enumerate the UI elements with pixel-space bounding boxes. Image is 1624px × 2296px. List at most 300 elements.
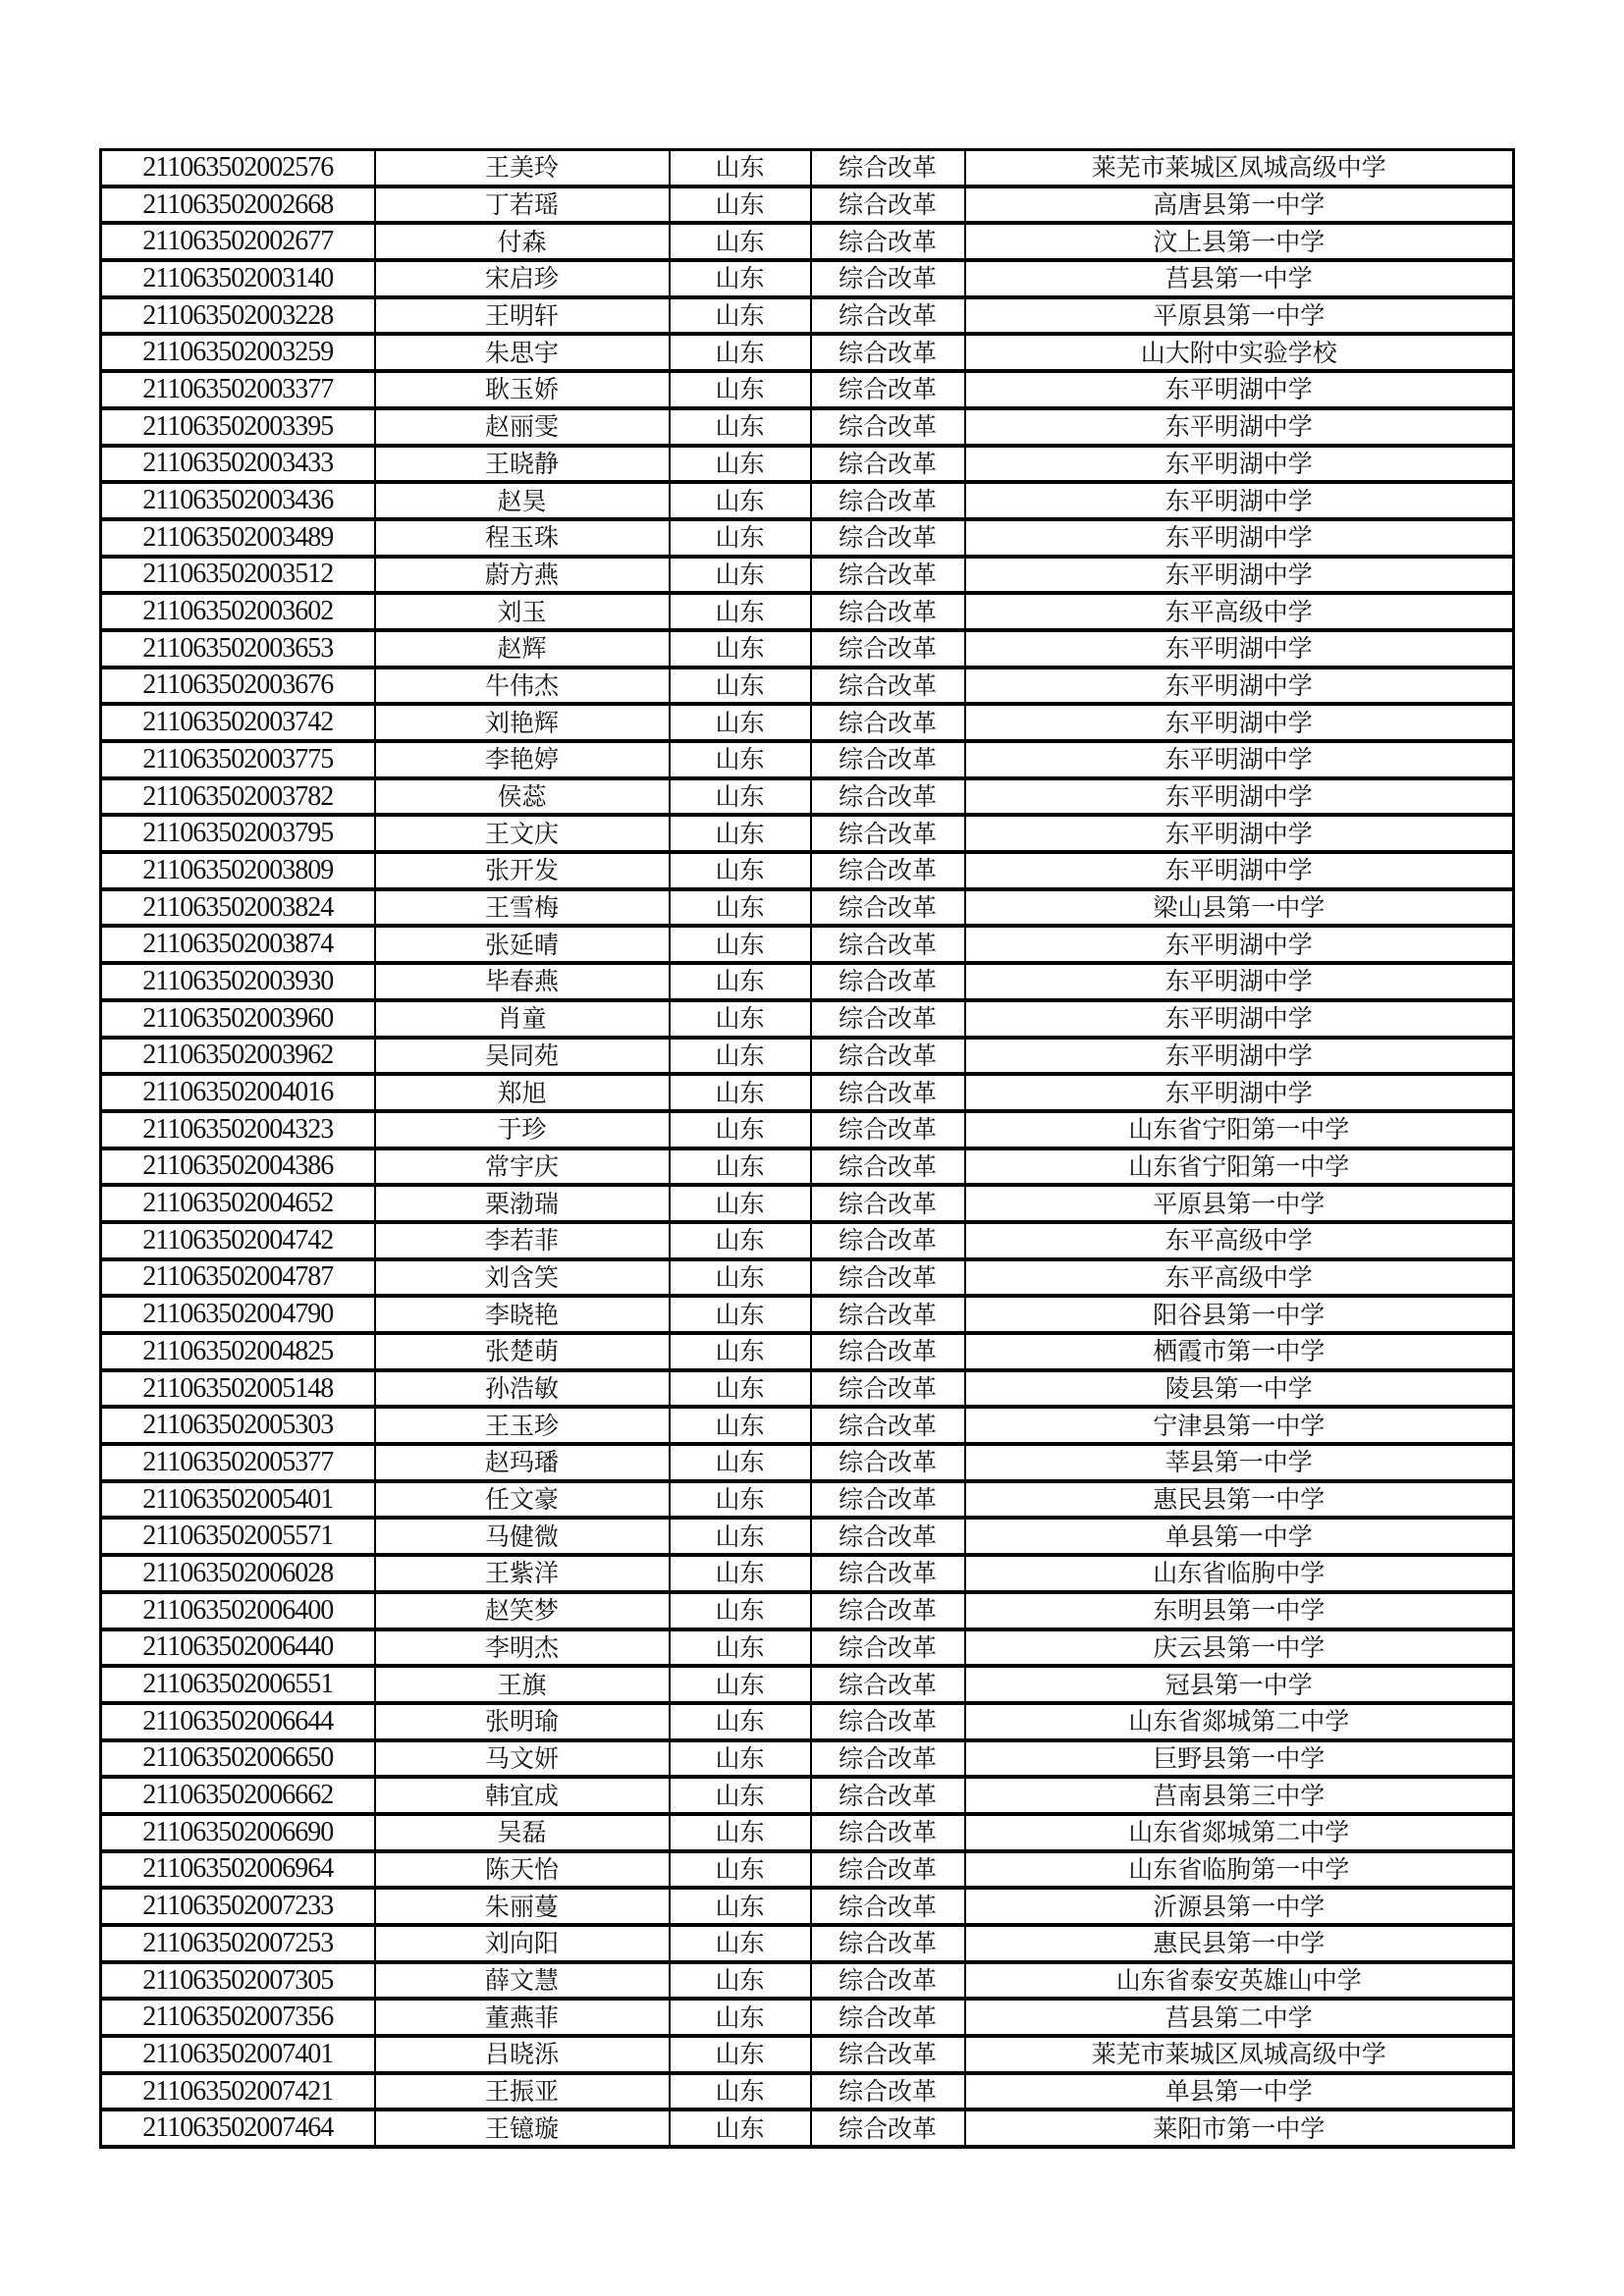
candidate-id-cell: 211063502006644 <box>101 1703 375 1740</box>
school-cell: 东平明湖中学 <box>965 741 1514 778</box>
province-cell: 山东 <box>670 926 811 963</box>
table-row <box>101 1925 1514 1962</box>
school-cell: 东平明湖中学 <box>965 704 1514 741</box>
province-cell: 山东 <box>670 1481 811 1519</box>
table-row <box>101 667 1514 705</box>
province-cell: 山东 <box>670 1555 811 1592</box>
table-row <box>101 1370 1514 1408</box>
table-row <box>101 593 1514 630</box>
student-name-cell: 张楚萌 <box>375 1333 670 1370</box>
province-cell: 山东 <box>670 593 811 630</box>
student-name-cell: 王玉珍 <box>375 1407 670 1444</box>
school-cell: 平原县第一中学 <box>965 1185 1514 1222</box>
student-name-cell: 吴同苑 <box>375 1038 670 1075</box>
student-name-cell: 王晓静 <box>375 446 670 483</box>
table-row <box>101 1185 1514 1222</box>
school-cell: 陵县第一中学 <box>965 1370 1514 1408</box>
school-cell: 冠县第一中学 <box>965 1666 1514 1703</box>
category-cell: 综合改革 <box>811 963 965 1000</box>
table-row <box>101 1999 1514 2036</box>
table-row <box>101 1740 1514 1778</box>
category-cell: 综合改革 <box>811 1925 965 1962</box>
candidate-id-cell: 211063502003602 <box>101 593 375 630</box>
province-cell: 山东 <box>670 1962 811 2000</box>
table-row <box>101 297 1514 335</box>
province-cell: 山东 <box>670 1148 811 1186</box>
school-cell: 高唐县第一中学 <box>965 187 1514 224</box>
province-cell: 山东 <box>670 815 811 852</box>
category-cell: 综合改革 <box>811 334 965 371</box>
category-cell: 综合改革 <box>811 1000 965 1038</box>
province-cell: 山东 <box>670 2109 811 2147</box>
student-name-cell: 付森 <box>375 223 670 260</box>
student-name-cell: 赵辉 <box>375 630 670 667</box>
school-cell: 山东省郯城第二中学 <box>965 1703 1514 1740</box>
table-row <box>101 741 1514 778</box>
school-cell: 莒县第一中学 <box>965 260 1514 297</box>
student-name-cell: 赵丽雯 <box>375 408 670 446</box>
province-cell: 山东 <box>670 1185 811 1222</box>
province-cell: 山东 <box>670 1370 811 1408</box>
candidate-id-cell: 211063502002668 <box>101 187 375 224</box>
school-cell: 东平明湖中学 <box>965 815 1514 852</box>
candidate-id-cell: 211063502003824 <box>101 889 375 927</box>
table-row <box>101 1703 1514 1740</box>
candidate-id-cell: 211063502005148 <box>101 1370 375 1408</box>
school-cell: 东平明湖中学 <box>965 1038 1514 1075</box>
table-row <box>101 926 1514 963</box>
candidate-id-cell: 211063502003140 <box>101 260 375 297</box>
category-cell: 综合改革 <box>811 704 965 741</box>
school-cell: 山东省宁阳第一中学 <box>965 1148 1514 1186</box>
school-cell: 山东省郯城第二中学 <box>965 1814 1514 1851</box>
category-cell: 综合改革 <box>811 1555 965 1592</box>
table-row <box>101 1962 1514 2000</box>
candidate-id-cell: 211063502003782 <box>101 778 375 816</box>
school-cell: 东平明湖中学 <box>965 557 1514 594</box>
student-name-cell: 丁若瑶 <box>375 187 670 224</box>
province-cell: 山东 <box>670 1777 811 1814</box>
candidate-id-cell: 211063502003512 <box>101 557 375 594</box>
province-cell: 山东 <box>670 1038 811 1075</box>
category-cell: 综合改革 <box>811 408 965 446</box>
table-row <box>101 371 1514 408</box>
province-cell: 山东 <box>670 1740 811 1778</box>
province-cell: 山东 <box>670 1444 811 1481</box>
school-cell: 莒南县第三中学 <box>965 1777 1514 1814</box>
school-cell: 莒县第二中学 <box>965 1999 1514 2036</box>
province-cell: 山东 <box>670 1703 811 1740</box>
province-cell: 山东 <box>670 297 811 335</box>
category-cell: 综合改革 <box>811 741 965 778</box>
province-cell: 山东 <box>670 1592 811 1629</box>
student-name-cell: 肖童 <box>375 1000 670 1038</box>
category-cell: 综合改革 <box>811 2109 965 2147</box>
table-body <box>101 150 1514 2148</box>
province-cell: 山东 <box>670 1999 811 2036</box>
student-name-cell: 刘玉 <box>375 593 670 630</box>
category-cell: 综合改革 <box>811 1666 965 1703</box>
student-name-cell: 王明轩 <box>375 297 670 335</box>
category-cell: 综合改革 <box>811 557 965 594</box>
student-name-cell: 吕晓泺 <box>375 2036 670 2073</box>
table-row <box>101 778 1514 816</box>
province-cell: 山东 <box>670 519 811 557</box>
category-cell: 综合改革 <box>811 778 965 816</box>
candidate-id-cell: 211063502003395 <box>101 408 375 446</box>
candidate-id-cell: 211063502003960 <box>101 1000 375 1038</box>
table-row <box>101 630 1514 667</box>
student-name-cell: 朱思宇 <box>375 334 670 371</box>
category-cell: 综合改革 <box>811 815 965 852</box>
table-row <box>101 557 1514 594</box>
candidate-id-cell: 211063502004386 <box>101 1148 375 1186</box>
candidate-id-cell: 211063502004323 <box>101 1111 375 1148</box>
category-cell: 综合改革 <box>811 852 965 889</box>
category-cell: 综合改革 <box>811 1481 965 1519</box>
category-cell: 综合改革 <box>811 2036 965 2073</box>
school-cell: 莱阳市第一中学 <box>965 2109 1514 2147</box>
student-name-cell: 栗渤瑞 <box>375 1185 670 1222</box>
school-cell: 东明县第一中学 <box>965 1592 1514 1629</box>
category-cell: 综合改革 <box>811 593 965 630</box>
student-name-cell: 任文豪 <box>375 1481 670 1519</box>
student-name-cell: 薛文慧 <box>375 1962 670 2000</box>
category-cell: 综合改革 <box>811 1296 965 1333</box>
school-cell: 东平高级中学 <box>965 593 1514 630</box>
candidate-id-cell: 211063502003259 <box>101 334 375 371</box>
province-cell: 山东 <box>670 371 811 408</box>
candidate-id-cell: 211063502005303 <box>101 1407 375 1444</box>
province-cell: 山东 <box>670 187 811 224</box>
candidate-id-cell: 211063502006400 <box>101 1592 375 1629</box>
table-row <box>101 1444 1514 1481</box>
category-cell: 综合改革 <box>811 1074 965 1111</box>
category-cell: 综合改革 <box>811 1518 965 1555</box>
province-cell: 山东 <box>670 1814 811 1851</box>
school-cell: 东平明湖中学 <box>965 926 1514 963</box>
candidate-id-cell: 211063502004016 <box>101 1074 375 1111</box>
candidate-id-cell: 211063502007253 <box>101 1925 375 1962</box>
student-name-cell: 赵昊 <box>375 482 670 519</box>
school-cell: 单县第一中学 <box>965 2073 1514 2110</box>
student-name-cell: 王旗 <box>375 1666 670 1703</box>
category-cell: 综合改革 <box>811 926 965 963</box>
student-name-cell: 李明杰 <box>375 1629 670 1667</box>
student-name-cell: 王镱璇 <box>375 2109 670 2147</box>
category-cell: 综合改革 <box>811 1851 965 1889</box>
category-cell: 综合改革 <box>811 1629 965 1667</box>
province-cell: 山东 <box>670 1259 811 1297</box>
candidate-id-cell: 211063502006551 <box>101 1666 375 1703</box>
category-cell: 综合改革 <box>811 1148 965 1186</box>
school-cell: 山东省宁阳第一中学 <box>965 1111 1514 1148</box>
candidate-id-cell: 211063502006662 <box>101 1777 375 1814</box>
table-row <box>101 963 1514 1000</box>
category-cell: 综合改革 <box>811 1740 965 1778</box>
student-name-cell: 张明瑜 <box>375 1703 670 1740</box>
table-row <box>101 1296 1514 1333</box>
candidate-id-cell: 211063502004790 <box>101 1296 375 1333</box>
category-cell: 综合改革 <box>811 519 965 557</box>
category-cell: 综合改革 <box>811 482 965 519</box>
province-cell: 山东 <box>670 482 811 519</box>
student-name-cell: 于珍 <box>375 1111 670 1148</box>
category-cell: 综合改革 <box>811 1370 965 1408</box>
candidate-id-cell: 211063502002576 <box>101 150 375 187</box>
table-row <box>101 1666 1514 1703</box>
category-cell: 综合改革 <box>811 889 965 927</box>
student-name-cell: 牛伟杰 <box>375 667 670 705</box>
student-name-cell: 孙浩敏 <box>375 1370 670 1408</box>
province-cell: 山东 <box>670 852 811 889</box>
province-cell: 山东 <box>670 1518 811 1555</box>
category-cell: 综合改革 <box>811 260 965 297</box>
category-cell: 综合改革 <box>811 1962 965 2000</box>
province-cell: 山东 <box>670 741 811 778</box>
school-cell: 东平明湖中学 <box>965 778 1514 816</box>
province-cell: 山东 <box>670 557 811 594</box>
candidate-id-cell: 211063502003436 <box>101 482 375 519</box>
student-name-cell: 李若菲 <box>375 1222 670 1259</box>
category-cell: 综合改革 <box>811 1407 965 1444</box>
table-row <box>101 482 1514 519</box>
category-cell: 综合改革 <box>811 1259 965 1297</box>
category-cell: 综合改革 <box>811 1333 965 1370</box>
candidate-id-cell: 211063502003930 <box>101 963 375 1000</box>
student-name-cell: 刘向阳 <box>375 1925 670 1962</box>
province-cell: 山东 <box>670 1333 811 1370</box>
table-row <box>101 1481 1514 1519</box>
student-name-cell: 张延晴 <box>375 926 670 963</box>
province-cell: 山东 <box>670 408 811 446</box>
school-cell: 山东省临朐中学 <box>965 1555 1514 1592</box>
school-cell: 东平高级中学 <box>965 1259 1514 1297</box>
student-name-cell: 王文庆 <box>375 815 670 852</box>
table-row <box>101 1074 1514 1111</box>
table-row <box>101 223 1514 260</box>
candidate-id-cell: 211063502004825 <box>101 1333 375 1370</box>
province-cell: 山东 <box>670 1851 811 1889</box>
school-cell: 单县第一中学 <box>965 1518 1514 1555</box>
student-name-cell: 朱丽蔓 <box>375 1888 670 1925</box>
candidate-id-cell: 211063502003489 <box>101 519 375 557</box>
table-row <box>101 1000 1514 1038</box>
candidate-id-cell: 211063502005571 <box>101 1518 375 1555</box>
student-name-cell: 赵玛璠 <box>375 1444 670 1481</box>
province-cell: 山东 <box>670 1407 811 1444</box>
student-name-cell: 马健微 <box>375 1518 670 1555</box>
student-name-cell: 王紫洋 <box>375 1555 670 1592</box>
table-row <box>101 1814 1514 1851</box>
category-cell: 综合改革 <box>811 630 965 667</box>
candidate-id-cell: 211063502003795 <box>101 815 375 852</box>
category-cell: 综合改革 <box>811 1777 965 1814</box>
candidate-id-cell: 211063502003775 <box>101 741 375 778</box>
candidate-id-cell: 211063502003962 <box>101 1038 375 1075</box>
province-cell: 山东 <box>670 889 811 927</box>
province-cell: 山东 <box>670 778 811 816</box>
province-cell: 山东 <box>670 630 811 667</box>
candidate-id-cell: 211063502007305 <box>101 1962 375 2000</box>
school-cell: 栖霞市第一中学 <box>965 1333 1514 1370</box>
school-cell: 沂源县第一中学 <box>965 1888 1514 1925</box>
table-row <box>101 1777 1514 1814</box>
province-cell: 山东 <box>670 2073 811 2110</box>
student-name-cell: 李艳婷 <box>375 741 670 778</box>
category-cell: 综合改革 <box>811 1222 965 1259</box>
province-cell: 山东 <box>670 1666 811 1703</box>
school-cell: 惠民县第一中学 <box>965 1481 1514 1519</box>
school-cell: 东平明湖中学 <box>965 482 1514 519</box>
school-cell: 庆云县第一中学 <box>965 1629 1514 1667</box>
category-cell: 综合改革 <box>811 150 965 187</box>
province-cell: 山东 <box>670 150 811 187</box>
student-name-cell: 毕春燕 <box>375 963 670 1000</box>
table-row <box>101 1222 1514 1259</box>
candidate-id-cell: 211063502007464 <box>101 2109 375 2147</box>
category-cell: 综合改革 <box>811 1444 965 1481</box>
school-cell: 山东省泰安英雄山中学 <box>965 1962 1514 2000</box>
table-row <box>101 1851 1514 1889</box>
student-name-cell: 董燕菲 <box>375 1999 670 2036</box>
province-cell: 山东 <box>670 1222 811 1259</box>
student-name-cell: 宋启珍 <box>375 260 670 297</box>
candidate-id-cell: 211063502007233 <box>101 1888 375 1925</box>
school-cell: 巨野县第一中学 <box>965 1740 1514 1778</box>
school-cell: 东平明湖中学 <box>965 630 1514 667</box>
school-cell: 东平明湖中学 <box>965 667 1514 705</box>
category-cell: 综合改革 <box>811 1888 965 1925</box>
table-row <box>101 408 1514 446</box>
school-cell: 东平高级中学 <box>965 1222 1514 1259</box>
candidate-id-cell: 211063502003742 <box>101 704 375 741</box>
admission-list-table <box>99 148 1515 2149</box>
table-row <box>101 1518 1514 1555</box>
candidate-id-cell: 211063502007356 <box>101 1999 375 2036</box>
category-cell: 综合改革 <box>811 446 965 483</box>
category-cell: 综合改革 <box>811 187 965 224</box>
candidate-id-cell: 211063502003377 <box>101 371 375 408</box>
table-row <box>101 446 1514 483</box>
table-row <box>101 704 1514 741</box>
table-row <box>101 2073 1514 2110</box>
student-name-cell: 耿玉娇 <box>375 371 670 408</box>
student-name-cell: 李晓艳 <box>375 1296 670 1333</box>
student-name-cell: 张开发 <box>375 852 670 889</box>
candidate-id-cell: 211063502003228 <box>101 297 375 335</box>
table-row <box>101 889 1514 927</box>
province-cell: 山东 <box>670 1629 811 1667</box>
student-name-cell: 王振亚 <box>375 2073 670 2110</box>
table-row <box>101 2109 1514 2147</box>
category-cell: 综合改革 <box>811 297 965 335</box>
category-cell: 综合改革 <box>811 223 965 260</box>
category-cell: 综合改革 <box>811 1814 965 1851</box>
school-cell: 汶上县第一中学 <box>965 223 1514 260</box>
province-cell: 山东 <box>670 260 811 297</box>
student-name-cell: 刘含笑 <box>375 1259 670 1297</box>
province-cell: 山东 <box>670 963 811 1000</box>
candidate-id-cell: 211063502003433 <box>101 446 375 483</box>
school-cell: 东平明湖中学 <box>965 519 1514 557</box>
candidate-id-cell: 211063502003653 <box>101 630 375 667</box>
candidate-id-cell: 211063502003874 <box>101 926 375 963</box>
student-name-cell: 程玉珠 <box>375 519 670 557</box>
school-cell: 东平明湖中学 <box>965 1000 1514 1038</box>
school-cell: 平原县第一中学 <box>965 297 1514 335</box>
table-row <box>101 1629 1514 1667</box>
school-cell: 东平明湖中学 <box>965 1074 1514 1111</box>
candidate-id-cell: 211063502004652 <box>101 1185 375 1222</box>
category-cell: 综合改革 <box>811 1111 965 1148</box>
table-row <box>101 852 1514 889</box>
school-cell: 阳谷县第一中学 <box>965 1296 1514 1333</box>
candidate-id-cell: 211063502007421 <box>101 2073 375 2110</box>
candidate-id-cell: 211063502003809 <box>101 852 375 889</box>
table-row <box>101 260 1514 297</box>
table-row <box>101 1111 1514 1148</box>
school-cell: 宁津县第一中学 <box>965 1407 1514 1444</box>
school-cell: 莘县第一中学 <box>965 1444 1514 1481</box>
candidate-id-cell: 211063502004742 <box>101 1222 375 1259</box>
table-row <box>101 815 1514 852</box>
province-cell: 山东 <box>670 2036 811 2073</box>
student-name-cell: 侯蕊 <box>375 778 670 816</box>
province-cell: 山东 <box>670 446 811 483</box>
school-cell: 山大附中实验学校 <box>965 334 1514 371</box>
candidate-id-cell: 211063502002677 <box>101 223 375 260</box>
school-cell: 莱芜市莱城区凤城高级中学 <box>965 2036 1514 2073</box>
school-cell: 东平明湖中学 <box>965 371 1514 408</box>
student-name-cell: 王雪梅 <box>375 889 670 927</box>
table-row <box>101 1888 1514 1925</box>
school-cell: 东平明湖中学 <box>965 963 1514 1000</box>
candidate-id-cell: 211063502006690 <box>101 1814 375 1851</box>
province-cell: 山东 <box>670 223 811 260</box>
school-cell: 山东省临朐第一中学 <box>965 1851 1514 1889</box>
student-name-cell: 刘艳辉 <box>375 704 670 741</box>
candidate-id-cell: 211063502005377 <box>101 1444 375 1481</box>
student-name-cell: 马文妍 <box>375 1740 670 1778</box>
table-row <box>101 150 1514 187</box>
student-name-cell: 常宇庆 <box>375 1148 670 1186</box>
category-cell: 综合改革 <box>811 371 965 408</box>
province-cell: 山东 <box>670 334 811 371</box>
province-cell: 山东 <box>670 667 811 705</box>
student-name-cell: 赵笑梦 <box>375 1592 670 1629</box>
candidate-id-cell: 211063502006440 <box>101 1629 375 1667</box>
candidate-id-cell: 211063502006028 <box>101 1555 375 1592</box>
category-cell: 综合改革 <box>811 1592 965 1629</box>
student-name-cell: 王美玲 <box>375 150 670 187</box>
table-row <box>101 1259 1514 1297</box>
category-cell: 综合改革 <box>811 1185 965 1222</box>
school-cell: 东平明湖中学 <box>965 446 1514 483</box>
candidate-id-cell: 211063502007401 <box>101 2036 375 2073</box>
province-cell: 山东 <box>670 1111 811 1148</box>
school-cell: 梁山县第一中学 <box>965 889 1514 927</box>
table-row <box>101 1333 1514 1370</box>
province-cell: 山东 <box>670 1888 811 1925</box>
student-name-cell: 蔚方燕 <box>375 557 670 594</box>
candidate-id-cell: 211063502005401 <box>101 1481 375 1519</box>
table-row <box>101 519 1514 557</box>
province-cell: 山东 <box>670 1074 811 1111</box>
province-cell: 山东 <box>670 1296 811 1333</box>
candidate-id-cell: 211063502003676 <box>101 667 375 705</box>
category-cell: 综合改革 <box>811 1038 965 1075</box>
